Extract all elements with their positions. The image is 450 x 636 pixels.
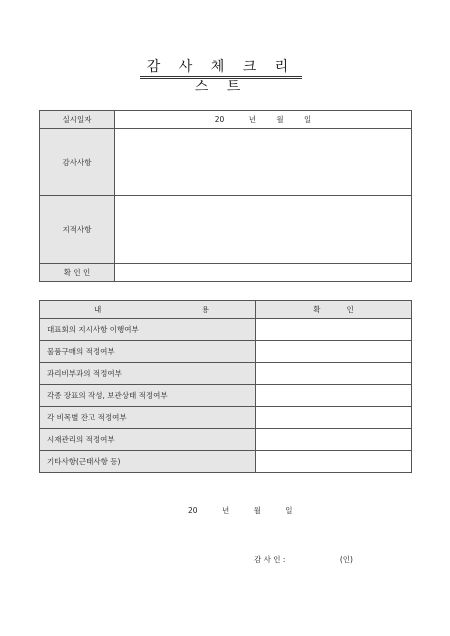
date-day: 일 bbox=[303, 115, 312, 124]
checklist-item: 기타사항(근태사항 등) bbox=[40, 451, 256, 473]
checklist-item: 물품구매의 적정여부 bbox=[40, 341, 256, 363]
checklist-confirm-cell[interactable] bbox=[256, 319, 412, 341]
checklist-header-content bbox=[40, 301, 256, 319]
checklist-item: 각 비목별 잔고 적정여부 bbox=[40, 407, 256, 429]
date-month: 월 bbox=[276, 115, 284, 124]
seal-mark: (인) bbox=[339, 555, 353, 564]
checklist-confirm-cell[interactable] bbox=[256, 429, 412, 451]
checklist-confirm-cell[interactable] bbox=[256, 407, 412, 429]
footer-year: 년 bbox=[221, 506, 230, 515]
checklist-confirm-cell[interactable] bbox=[256, 341, 412, 363]
header-content-a: 내 bbox=[94, 305, 102, 314]
header-confirm-b: 인 bbox=[346, 305, 354, 314]
audit-items-field[interactable] bbox=[115, 129, 412, 196]
checklist-item: 시재관리의 적정여부 bbox=[40, 429, 256, 451]
audit-items-label: 감사사항 bbox=[40, 129, 115, 196]
footer-day: 일 bbox=[285, 506, 293, 515]
footer-month: 월 bbox=[253, 506, 261, 515]
checklist-confirm-cell[interactable] bbox=[256, 385, 412, 407]
auditor-label: 감 사 인 : bbox=[254, 555, 286, 564]
checklist-item: 과리비부과의 적정여부 bbox=[40, 363, 256, 385]
header-content-b: 용 bbox=[201, 305, 209, 314]
findings-label: 지적사항 bbox=[40, 196, 115, 264]
title-underline bbox=[140, 76, 302, 77]
signature-date bbox=[188, 505, 314, 516]
findings-field[interactable] bbox=[115, 196, 412, 264]
checklist-confirm-cell[interactable] bbox=[256, 451, 412, 473]
checklist-item: 각종 장표의 작성, 보관상태 적정여부 bbox=[40, 385, 256, 407]
checklist-confirm-cell[interactable] bbox=[256, 363, 412, 385]
header-confirm-a: 확 bbox=[313, 305, 321, 314]
document-title: 감 사 체 크 리 스 트 bbox=[146, 59, 296, 95]
date-field[interactable] bbox=[115, 111, 412, 129]
footer-year-prefix: 20 bbox=[188, 506, 198, 515]
date-year-prefix: 20 bbox=[214, 115, 225, 124]
checklist-table bbox=[39, 300, 412, 473]
date-label: 실시일자 bbox=[40, 111, 115, 129]
audit-record-table bbox=[39, 110, 412, 282]
date-year: 년 bbox=[248, 115, 256, 124]
confirmer-field[interactable] bbox=[115, 264, 412, 282]
title-underline-double bbox=[140, 78, 302, 79]
confirmer-label: 확 인 인 bbox=[40, 264, 115, 282]
checklist-item: 대표회의 지시사항 이행여부 bbox=[40, 319, 256, 341]
auditor-signature bbox=[254, 554, 353, 565]
checklist-header-confirm bbox=[256, 301, 412, 319]
